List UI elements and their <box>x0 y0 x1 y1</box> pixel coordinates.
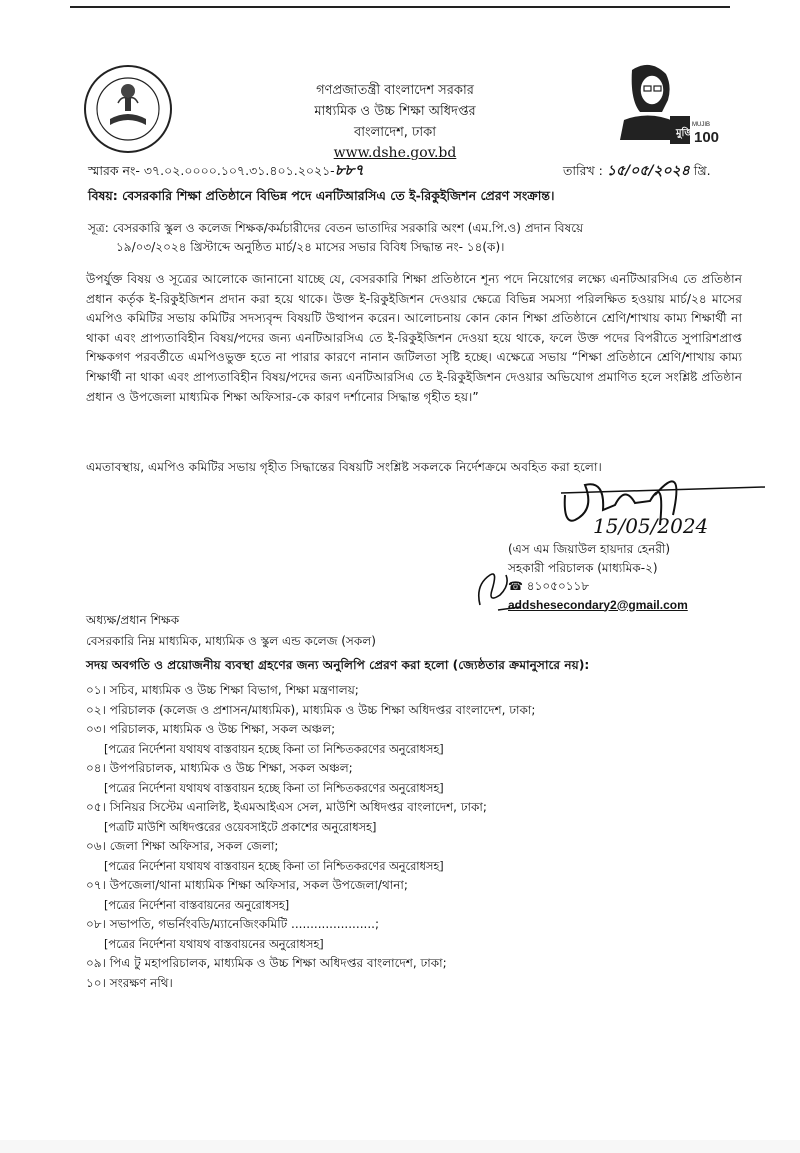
reference-line-1: সূত্র: বেসরকারি স্কুল ও কলেজ শিক্ষক/কর্মচারীদের বেতন ভাতাদির সরকারি অংশ (এম.পি.ও) প্রদান বিষয়ে <box>88 221 584 235</box>
copy-item: ০৩। পরিচালক, মাধ্যমিক ও উচ্চ শিক্ষা, সকল অঞ্চল; <box>86 722 336 736</box>
date-value: ১৫/০৫/২০২৪ <box>606 163 690 179</box>
reference <box>88 219 738 257</box>
header-location: বাংলাদেশ, ঢাকা <box>353 125 437 140</box>
copy-item: ০৬। জেলা শিক্ষা অফিসার, সকল জেলা; <box>86 839 279 853</box>
copy-item: ০২। পরিচালক (কলেজ ও প্রশাসন/মাধ্যমিক), মাধ্যমিক ও উচ্চ শিক্ষা অধিদপ্তর বাংলাদেশ, ঢাকা; <box>86 702 536 717</box>
letter-subject: বিষয়: বেসরকারি শিক্ষা প্রতিষ্ঠানে বিভিন্ন পদে এনটিআরসিএ তে ই-রিকুইজিশন প্রেরণ সংক্রান্ত। <box>88 188 555 203</box>
header-govt: গণপ্রজাতন্ত্রী বাংলাদেশ সরকার <box>316 83 474 98</box>
mujib-logo-en: MUJIB <box>692 122 710 128</box>
header-directorate: মাধ্যমিক ও উচ্চ শিক্ষা অধিদপ্তর <box>314 104 476 119</box>
copy-item-note: [পত্রের নির্দেশনা যথাযথ বাস্তবায়ন হচ্ছে কিনা তা নিশ্চিতকরণের অনুরোধসহ] <box>104 859 444 873</box>
copy-item-note: [পত্রের নির্দেশনা যথাযথ বাস্তবায়নের অনুরোধসহ] <box>104 937 324 951</box>
memo-number-handwritten: ৮৮৭ <box>334 161 364 179</box>
top-rule <box>70 6 730 8</box>
logo-100: 100 <box>694 129 720 146</box>
copy-heading: সদয় অবগতি ও প্রয়োজনীয় ব্যবস্থা গ্রহণের জন্য অনুলিপি প্রেরণ করা হলো (জ্যেষ্ঠতার ক্রমানুসারে নয়): <box>86 658 590 672</box>
shikkha-logo <box>82 63 174 155</box>
copy-item: ০১। সচিব, মাধ্যমিক ও উচ্চ শিক্ষা বিভাগ, শিক্ষা মন্ত্রণালয়; <box>86 683 359 697</box>
telephone-icon: ☎ <box>508 579 523 593</box>
letter-date <box>563 159 711 183</box>
memo-label: স্মারক নং- ৩৭.০২.০০০০.১০৭.৩১.৪০১.২০২১- <box>88 163 335 178</box>
date-label: তারিখ : <box>563 163 603 178</box>
signature-date: 15/05/2024 <box>593 514 709 538</box>
signatory-title: সহকারী পরিচালক (মাধ্যমিক-২) <box>508 560 658 575</box>
reference-line-2: ১৯/০৩/২০২৪ খ্রিস্টাব্দে অনুষ্ঠিত মার্চ/২৪ মাসের সভার বিবিধ সিদ্ধান্ত নং- ১৪(ক)। <box>116 240 505 254</box>
copy-item: ১০। সংরক্ষণ নথি। <box>86 975 173 990</box>
recipient-line-1: অধ্যক্ষ/প্রধান শিক্ষক <box>86 613 180 627</box>
copy-item-note: [পত্রের নির্দেশনা যথাযথ বাস্তবায়ন হচ্ছে কিনা তা নিশ্চিতকরণের অনুরোধসহ] <box>104 781 444 795</box>
copy-item-note: [পত্রের নির্দেশনা যথাযথ বাস্তবায়ন হচ্ছে কিনা তা নিশ্চিতকরণের অনুরোধসহ] <box>104 742 444 756</box>
copy-item: ০৮। সভাপতি, গভর্নিংবডি/ম্যানেজিংকমিটি ......................; <box>86 917 379 931</box>
scan-edge <box>0 1140 800 1153</box>
letter-closing: এমতাবস্থায়, এমপিও কমিটির সভায় গৃহীত সিদ্ধান্তের বিষয়টি সংশ্লিষ্ট সকলকে নির্দেশক্রমে অবহিত করা হলো। <box>86 460 602 474</box>
letter-body: উপর্যুক্ত বিষয় ও সূত্রের আলোকে জানানো যাচ্ছে যে, বেসরকারি শিক্ষা প্রতিষ্ঠানে শূন্য পদে নিয়োগের লক্ষ্যে এনটিআরসিএ তে প্রতিষ্ঠান প্রধান কর্তৃক ই-রিকুইজিশন প্রদান করা হয়ে থাকে। উক্ত ই-রিকুইজিশন দেওয়ার ক্ষেত্রে বিভিন্ন সমস্যা পরিলক্ষিত হওয়ায় মার্চ/২৪ মাসের এমপিও কমিটির সভায় কমিটির সদস্যবৃন্দ বিষয়টি উত্থাপন করেন। আলোচনায় কোন কোন শিক্ষা প্রতিষ্ঠানে শ্রেণি/শাখায় কাম্য শিক্ষার্থী না থাকা এবং প্রাপ্যতাবিহীন বিষয়/পদের জন্য এনটিআরসিএ তে ই-রিকুইজিশন দেওয়া হয়ে থাকে, ফলে উক্ত পদের বিপরীতে সুপারিশপ্রাপ্ত শিক্ষকগণ পরবর্তীতে এমপিওভুক্ত হতে না পারার কারণে নানান জটিলতা সৃষ্টি হচ্ছে। এক্ষেত্রে সভায় “শিক্ষা প্রতিষ্ঠানে শ্রেণি/শাখায় কাম্য শিক্ষার্থী না থাকা এবং প্রাপ্যতাবিহীন বিষয়/পদের জন্য এনটিআরসিএ তে ই-রিকুইজিশন দেওয়ার অভিযোগ প্রমাণিত হলে সংশ্লিষ্ট প্রতিষ্ঠান প্রধান ও উপজেলা মাধ্যমিক শিক্ষা অফিসার-কে কারণ দর্শানোর সিদ্ধান্ত গৃহীত হয়।” <box>86 272 742 404</box>
mujib-logo-text: মুজিব <box>676 128 699 139</box>
signatory-name: (এস এম জিয়াউল হায়দার হেনরী) <box>508 542 671 556</box>
copy-item: ০৫। সিনিয়র সিস্টেম এনালিষ্ট, ইএমআইএস সেল, মাউশি অধিদপ্তর বাংলাদেশ, ঢাকা; <box>86 800 487 814</box>
signatory-phone <box>508 577 768 596</box>
copy-item: ০৭। উপজেলা/থানা মাধ্যমিক শিক্ষা অফিসার, সকল উপজেলা/থানা; <box>86 878 408 892</box>
letter-header <box>230 80 560 164</box>
copy-item-note: [পত্রটি মাউশি অধিদপ্তরের ওয়েবসাইটে প্রকাশের অনুরোধসহ] <box>104 820 377 834</box>
phone-number: ৪১০৫০১১৮ <box>526 579 590 593</box>
header-website: www.dshe.gov.bd <box>333 145 457 161</box>
copy-item-note: [পত্রের নির্দেশনা বাস্তবায়নের অনুরোধসহ] <box>104 898 290 912</box>
copy-list <box>86 681 746 993</box>
handwritten-signature <box>555 465 775 540</box>
mujib-borsho-logo <box>610 60 730 148</box>
copy-item: ০৪। উপপরিচালক, মাধ্যমিক ও উচ্চ শিক্ষা, সকল অঞ্চল; <box>86 761 353 775</box>
recipient-line-2: বেসরকারি নিম্ন মাধ্যমিক, মাধ্যমিক ও স্কুল এন্ড কলেজ (সকল) <box>86 634 376 648</box>
signatory-email[interactable]: addshesecondary2@gmail.com <box>508 597 688 612</box>
memo-number <box>88 159 364 184</box>
signatory-block <box>508 540 768 614</box>
copy-item: ০৯। পিএ টু মহাপরিচালক, মাধ্যমিক ও উচ্চ শিক্ষা অধিদপ্তর বাংলাদেশ, ঢাকা; <box>86 956 447 970</box>
recipient <box>86 610 736 652</box>
date-suffix: খ্রি. <box>693 163 711 178</box>
